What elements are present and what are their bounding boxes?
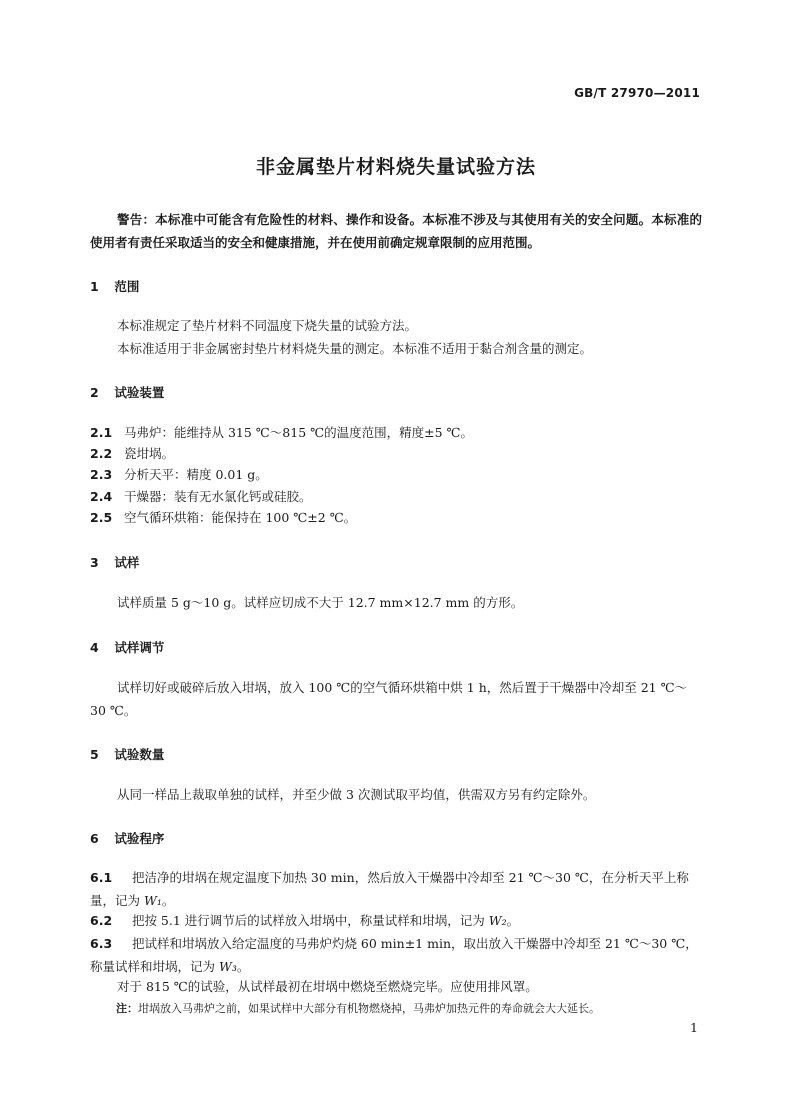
section-3-heading: 3 试样 <box>90 555 140 570</box>
section-3-para: 试样质量 5 g～10 g。试样应切成不大于 12.7 mm×12.7 mm 的方形。 <box>117 595 524 610</box>
clause-6-3: 6.3 把试样和坩埚放入给定温度的马弗炉灼烧 60 min±1 min，取出放入干燥器中冷却至 21 ℃～30 ℃，称量试样和坩埚，记为 W₃。 <box>90 936 698 974</box>
section-4-heading: 4 试样调节 <box>90 640 165 655</box>
section-1-heading: 1 范围 <box>90 279 140 294</box>
clause-2-5: 2.5 空气循环烘箱：能保持在 100 ℃±2 ℃。 <box>90 510 357 525</box>
section-5-heading: 5 试验数量 <box>90 747 165 762</box>
clause-2-1: 2.1 马弗炉：能维持从 315 ℃～815 ℃的温度范围，精度±5 ℃。 <box>90 425 473 440</box>
warning-paragraph: 警告：本标准中可能含有危险性的材料、操作和设备。本标准不涉及与其使用有关的安全问题。本标准的使用者有责任采取适当的安全和健康措施，并在使用前确定规章限制的应用范围。 <box>90 212 702 250</box>
clause-6-3-note-815: 对于 815 ℃的试验，从试样最初在坩埚中燃烧至燃烧完毕。应使用排风罩。 <box>117 979 538 994</box>
clause-6-1: 6.1 把洁净的坩埚在规定温度下加热 30 min，然后放入干燥器中冷却至 21 ℃～30 ℃，在分析天平上称量，记为 W₁。 <box>90 870 689 908</box>
clause-6-2: 6.2 把按 5.1 进行调节后的试样放入坩埚中，称量试样和坩埚，记为 W₂。 <box>90 913 520 928</box>
section-2-heading: 2 试验装置 <box>90 385 165 400</box>
clause-2-3: 2.3 分析天平：精度 0.01 g。 <box>90 467 268 482</box>
page-number: 1 <box>690 1020 698 1035</box>
section-1-para-2: 本标准适用于非金属密封垫片材料烧失量的测定。本标准不适用于黏合剂含量的测定。 <box>117 341 593 356</box>
page-title: 非金属垫片材料烧失量试验方法 <box>255 156 536 178</box>
clause-2-2: 2.2 瓷坩埚。 <box>90 446 175 461</box>
clause-2-4: 2.4 干燥器：装有无水氯化钙或硅胶。 <box>90 489 312 504</box>
section-1-para-1: 本标准规定了垫片材料不同温度下烧失量的试验方法。 <box>117 318 418 333</box>
section-4-para: 试样切好或破碎后放入坩埚，放入 100 ℃的空气循环烘箱中烘 1 h，然后置于干燥器中冷却至 21 ℃～30 ℃。 <box>90 680 688 718</box>
standard-code: GB/T 27970—2011 <box>574 86 700 100</box>
section-6-heading: 6 试验程序 <box>90 831 165 846</box>
section-5-para: 从同一样品上裁取单独的试样，并至少做 3 次测试取平均值，供需双方另有约定除外。 <box>117 787 596 802</box>
note: 注：坩埚放入马弗炉之前，如果试样中大部分有机物燃烧掉，马弗炉加热元件的寿命就会大大延长。 <box>116 1002 600 1015</box>
